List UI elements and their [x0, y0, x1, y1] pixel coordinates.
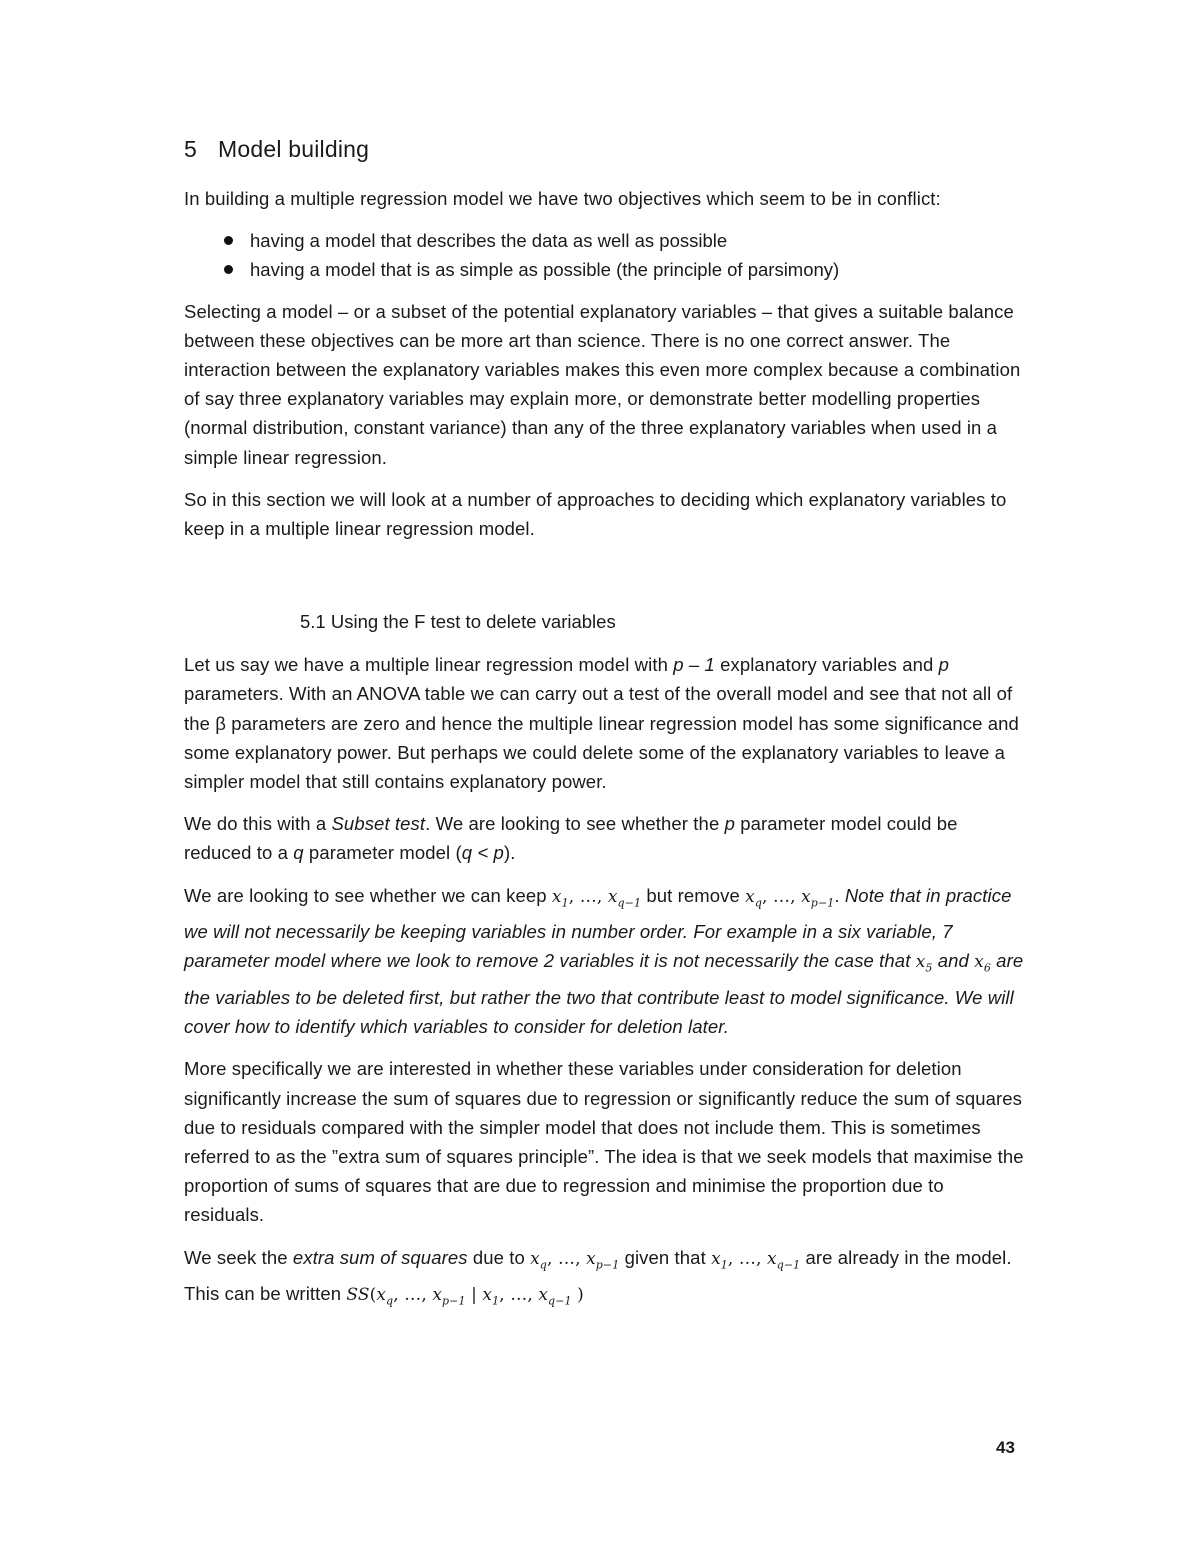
bullet-icon: [224, 265, 233, 274]
bullet-icon: [224, 236, 233, 245]
math-x1-to-xq-1: $x_1$, …, $x_{q-1}$: [711, 1248, 801, 1272]
subset-test-paragraph: We do this with a Subset test. We are looking to see whether the p parameter model could be reduced to a q parameter model (q < p).: [184, 813, 958, 864]
subsection-heading: 5.1 Using the F test to delete variables: [300, 611, 616, 633]
keep-variables-paragraph: We are looking to see whether we can keep $x_1$, …, $x_{q-1}$ but remove $x_q$, …, $x_{p-1}$. Note that in practice we will not necessarily be keeping variables in number order. For example in a six variable, 7 parameter model where we look to remove 2 variables it is not necessarily the case that $x_5$ and $x_6$ are the variables to be deleted first, but rather the two that contribute least to model significance. We will cover how to identify which variables to consider for deletion later.: [184, 884, 1024, 1038]
document-page: [184, 132, 1024, 1329]
extra-sum-term: extra sum of squares: [292, 1246, 468, 1268]
math-x1-to-xq-1: $x_1$, …, $x_{q-1}$: [551, 886, 642, 910]
selecting-paragraph: Selecting a model – or a subset of the potential explanatory variables – that gives a suitable balance between these objectives can be more art than science. There is no one correct answer. The interaction between the explanatory variables makes this even more complex because a combination of say three explanatory variables may explain more, or demonstrate better modelling properties (normal distribution, constant variance) than any of the three explanatory variables when used in a simple linear regression.: [184, 300, 1021, 468]
math-xq-to-xp-1: $x_q$, …, $x_{p-1}$: [745, 886, 835, 910]
math-extra-ss-expression: $SS(x_q$, …, $x_{p-1}$ | $x_1$, …, $x_{q-1}$ ): [346, 1285, 584, 1308]
subset-test-term: Subset test: [331, 813, 426, 835]
section-title: Model building: [218, 136, 370, 162]
list-item: having a model that describes the data as well as possible: [184, 226, 1024, 255]
section-heading: [184, 132, 1024, 166]
math-x6: $x_6$: [974, 952, 991, 975]
section-number: 5: [184, 136, 197, 162]
math-xq-to-xp-1: $x_q$, …, $x_{p-1}$: [530, 1248, 620, 1272]
extra-sum-paragraph: We seek the extra sum of squares due to $x_q$, …, $x_{p-1}$ given that $x_1$, …, $x_{q-1}$ are already in the model. This can be written $SS(x_q$, …, $x_{p-1}$ | $x_1$, …, $x_{q-1}$ ): [184, 1246, 1012, 1308]
math-x5: $x_5$: [915, 952, 933, 975]
let-us-paragraph: Let us say we have a multiple linear regression model with p – 1 explanatory variables and p parameters. With an ANOVA table we can carry out a test of the overall model and see that not all of the β parameters are zero and hence the multiple linear regression model has some significance and some explanatory power. But perhaps we could delete some of the explanatory variables to leave a simpler model that still contains explanatory power.: [184, 654, 1019, 793]
section-approach-paragraph: So in this section we will look at a number of approaches to deciding which explanatory variables to keep in a multiple linear regression model.: [184, 488, 1007, 540]
intro-paragraph: In building a multiple regression model we have two objectives which seem to be in conflict:: [184, 188, 941, 209]
list-item: having a model that is as simple as possible (the principle of parsimony): [184, 255, 1024, 284]
specific-paragraph: More specifically we are interested in whether these variables under consideration for deletion significantly increase the sum of squares due to regression or significantly reduce the sum of squares due to residuals compared with the simpler model that does not include them. This is sometimes referred to as the ”extra sum of squares principle”. The idea is that we seek models that maximise the proportion of sums of squares that are due to regression and minimise the proportion due to residuals.: [184, 1058, 1024, 1226]
page-number: 43: [996, 1438, 1015, 1457]
objectives-list: [184, 226, 1024, 284]
